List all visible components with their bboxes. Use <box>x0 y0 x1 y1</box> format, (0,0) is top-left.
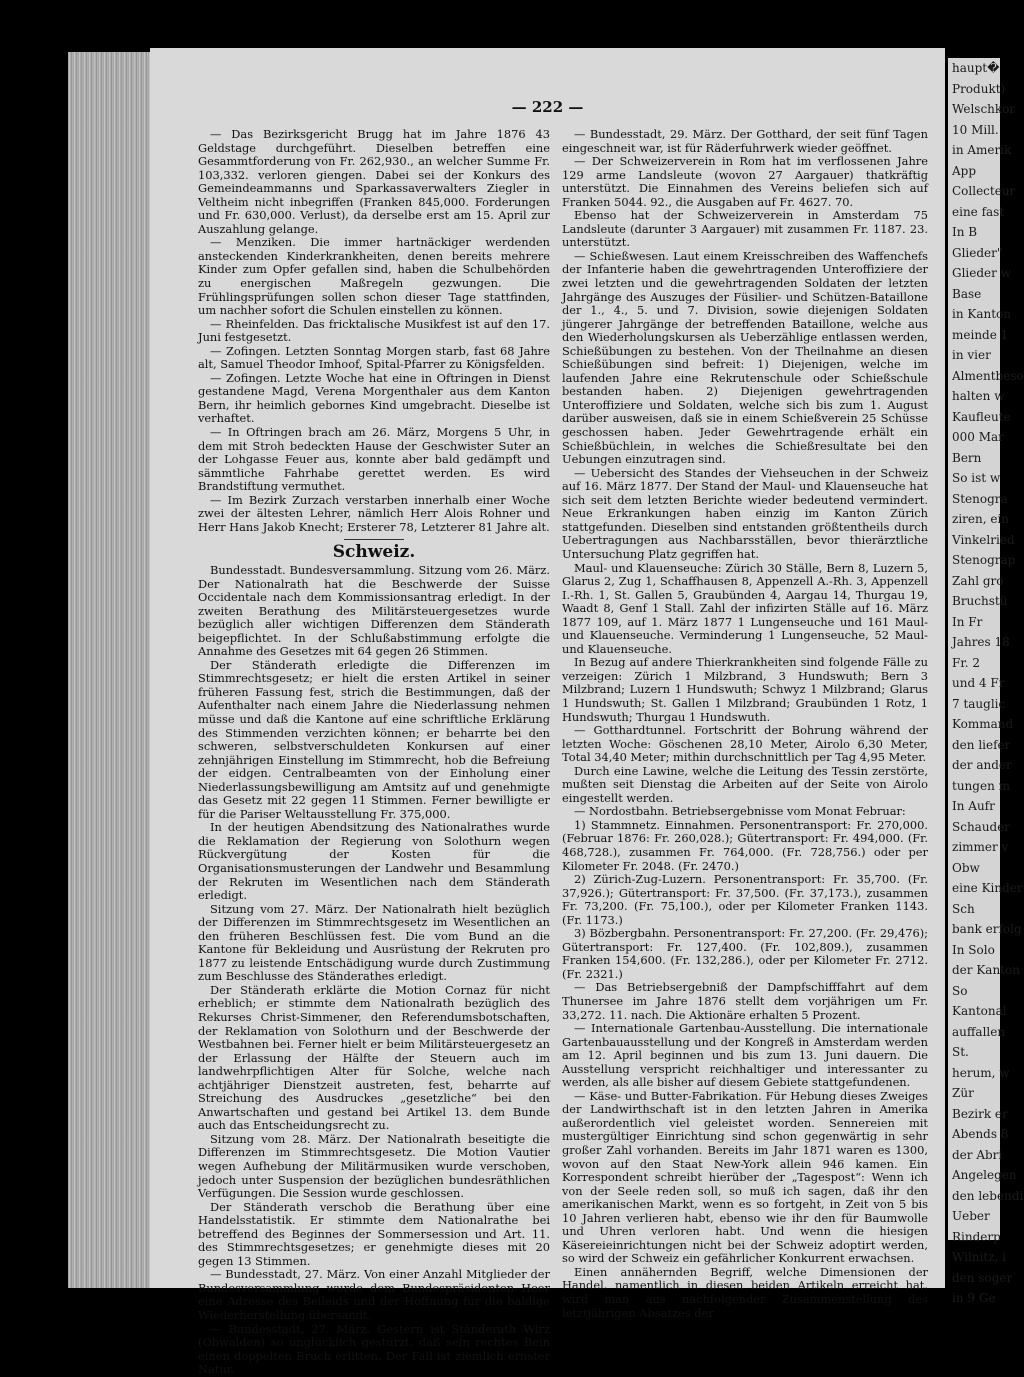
article-paragraph: — Im Bezirk Zurzach verstarben innerhalb einer Woche zwei der ältesten Lehrer, nämlich Herr Alois Rohner und Herr Hans Jakob Knecht; Ersterer 78, Letzterer 81 Jahre alt. <box>198 492 550 534</box>
neighbor-page-fragment: So ist w <box>952 471 1001 485</box>
neighbor-page-fragment: 10 Mill. <box>952 122 999 137</box>
article-paragraph: In der heutigen Abendsitzung des Nationalrathes wurde die Reklamation der Regierung von Solothurn wegen Rückvergütung der Kosten für die Organisationsmusterungen der Landwehr und Besammlung der Rekruten im Wesentlichen nach dem Ständerath erledigt. <box>198 820 550 903</box>
neighbor-page-fragment: in vier <box>952 348 991 362</box>
article-paragraph: — Gotthardtunnel. Fortschritt der Bohrung während der letzten Woche: Göschenen 28,10 Meter, Airolo 6,30 Meter, Total 34,40 Meter; mithin durchschnittlich per Tag 4,95 Meter. <box>562 723 928 765</box>
neighbor-page-fragment: Obw <box>952 860 980 875</box>
neighbor-page-fragment: Fr. 2 <box>952 655 981 670</box>
article-paragraph: — Der Schweizerverein in Rom hat im verflossenen Jahre 129 arme Landsleute (wovon 27 Aargauer) thatkräftig unterstützt. Die Einnahmen des Vereins beliefen sich auf Franken 5044. 92., die Ausgaben auf Fr. 4627. 70. <box>562 154 928 209</box>
neighbor-page-fragment: Vinkelried <box>952 532 1015 547</box>
neighbor-page-fragment: Bern <box>952 450 982 465</box>
neighbor-page-fragment: In Solo <box>952 942 995 957</box>
article-paragraph: — Menziken. Die immer hartnäckiger werdenden ansteckenden Kinderkrankheiten, denen bereits mehrere Kinder zum Opfer gefallen sind, haben die Schulbehörden zu energischen Maßregeln gezwungen. Die Frühlingsprüfungen sollen schon dieser Tage stattfinden, um nachher sofort die Schulen einstellen zu können. <box>198 235 550 318</box>
neighbor-page-fragment: Stenograp <box>952 553 1016 567</box>
article-paragraph: Durch eine Lawine, welche die Leitung des Tessin zerstörte, mußten seit Dienstag die Arbeiten auf der Seite von Airolo eingestellt werden. <box>562 763 928 805</box>
neighbor-page-fragment: 000 Mar <box>952 430 1004 444</box>
right-column <box>562 128 928 1320</box>
article-paragraph: — Uebersicht des Standes der Viehseuchen in der Schweiz auf 16. März 1877. Der Stand der Maul- und Klauenseuche hat sich seit dem letzten Berichte wieder bedeutend vermindert. Neue Erkrankungen haben einzig im Kanton Zürich stattgefunden. Dieselben sind entstanden größtentheils durch Uebertragungen aus Nachbarsställen, bevor thierärztliche Untersuchung Platz gegriffen hat. <box>562 465 928 561</box>
page-number: — 222 — <box>511 98 584 116</box>
neighbor-page-fragment: Kantonal <box>952 1004 1007 1018</box>
neighbor-page-fragment: Angelegen <box>952 1168 1017 1182</box>
neighbor-page-fragment: In Fr <box>952 614 983 629</box>
article-paragraph: Sitzung vom 28. März. Der Nationalrath beseitigte die Differenzen im Stimmrechtsgesetz. Die Motion Vautier wegen Aufhebung der Militärmusiken wurde verschoben, jedoch unter Suspension der bezüglichen bundesräthlichen Verfügungen. Die Session wurde geschlossen. <box>198 1131 550 1201</box>
left-column <box>198 128 550 1377</box>
neighbor-page-fragment: Bezirk er <box>952 1106 1008 1121</box>
neighbor-page-fragment: Bruchstü <box>952 594 1008 608</box>
neighbor-page-fragment: eine fast <box>952 204 1005 219</box>
article-paragraph: Sitzung vom 27. März. Der Nationalrath hielt bezüglich der Differenzen im Stimmrechtsgesetz im Wesentlichen an den früheren Beschlüssen fest. Die vom Bund an die Kantone für Bekleidung und Ausrüstung der Rekruten pro 1877 zu leistende Entschädigung wurde durch Zustimmung zum Beschlusse des Ständerathes erledigt. <box>198 901 550 984</box>
neighbor-page-fragment: Collecteur <box>952 184 1016 198</box>
neighbor-page-fragment: ziren, ein <box>952 512 1010 526</box>
article-paragraph: Ebenso hat der Schweizerverein in Amsterdam 75 Landsleute (darunter 3 Aargauer) mit zusammen Fr. 1187. 23. unterstützt. <box>562 208 928 250</box>
neighbor-page-fragment: Glieder" <box>952 245 1003 260</box>
neighbor-page-fragment: Wilnitz, i <box>952 1250 1006 1264</box>
newspaper-page <box>150 48 945 1377</box>
section-heading: Schweiz. <box>332 542 416 563</box>
article-paragraph: — Internationale Gartenbau-Ausstellung. Die internationale Gartenbauausstellung und der Kongreß in Amsterdam werden am 12. April beginnen und bis zum 13. Juni dauern. Die Ausstellung verspricht reichhaltiger und interessanter zu werden, als alle bisher auf diesem Gebiete stattgefundenen. <box>562 1021 928 1090</box>
neighbor-page-fragment: In Aufr <box>952 799 995 813</box>
article-paragraph: — Bundesstadt, 29. März. Der Gotthard, der seit fünf Tagen eingeschneit war, ist für Räderfuhrwerk wieder geöffnet. <box>562 127 928 155</box>
article-paragraph: Einen annähernden Begriff, welche Dimensionen der Handel, namentlich in diesen beiden Artikeln erreicht hat, wird man aus nachfolgender Zusammenstellung des letztjährigen Absatzes der <box>562 1264 928 1320</box>
neighbor-page-fragment: Kaufleute <box>952 409 1011 424</box>
neighbor-page-fragment: tungen m <box>952 778 1010 793</box>
article-paragraph: Bundesstadt. Bundesversammlung. Sitzung vom 26. März. Der Nationalrath hat die Beschwerde der Suisse Occidentale nach dem Kommissionsantrag erledigt. In der zweiten Berathung des Militärsteuergesetzes wurde bezüglich aller wichtigen Differenzen dem Ständerath beigepflichtet. In der Schlußabstimmung erfolgte die Annahme des Gesetzes mit 64 gegen 26 Stimmen. <box>198 562 550 659</box>
neighbor-page-fragment: auffallen <box>952 1024 1006 1039</box>
neighbor-page-fragment: in 9 Ge <box>952 1291 996 1305</box>
neighbor-page-fragment: der Abri <box>952 1147 1003 1162</box>
neighbor-page-fragment: Rinderp <box>952 1229 1001 1244</box>
article-paragraph: — In Oftringen brach am 26. März, Morgens 5 Uhr, in dem mit Stroh bedeckten Hause der Geschwister Suter an der Lohgasse Feuer aus, konnte aber bald gedämpft und sämmtliche Fahrhabe gerettet werden. Es wird Brandstiftung vermuthet. <box>198 425 550 494</box>
neighbor-page-fragment: Almentbeso <box>952 368 1024 383</box>
neighbor-page-fragment: zimmer v <box>952 840 1009 854</box>
article-paragraph: Maul- und Klauenseuche: Zürich 30 Ställe, Bern 8, Luzern 5, Glarus 2, Zug 1, Schaffhausen 8, Appenzell A.-Rh. 3, Appenzell I.-Rh. 1, St. Gallen 5, Graubünden 4, Aargau 14, Thurgau 19, Waadt 8, Genf 1 Stall. Zahl der infizirten Ställe auf 16. März 1877 109, auf 1. März 1877 1 Lungenseuche und 161 Maul- und Klauenseuche. Verminderung 1 Lungenseuche, 52 Maul- und Klauenseuche. <box>562 560 928 656</box>
neighbor-page-fragment: Stenogra <box>952 491 1008 506</box>
article-paragraph: — Rheinfelden. Das fricktalische Musikfest ist auf den 17. Juni festgesetzt. <box>198 316 550 345</box>
article-paragraph: — Nordostbahn. Betriebsergebnisse vom Monat Februar: <box>574 804 906 819</box>
article-paragraph: — Schießwesen. Laut einem Kreisschreiben des Waffenchefs der Infanterie haben die gewehrtragenden Unteroffiziere der zwei letzten und die gewehrtragenden Soldaten der letzten Jahrgänge des Auszuges der Füsilier- und Schützen-Bataillone der 1., 4., 5. und 7. Division, sowie diejenigen Soldaten jüngerer Jahrgänge der betreffenden Bataillone, welche aus den Wiederholungskursen als Ueberzählige entlassen werden, Schießübungen zu bestehen. Von der Theilnahme an diesen Schießübungen sind befreit: 1) Diejenigen, welche im laufenden Jahre eine Rekrutenschule oder Schießschule bestanden haben. 2) Diejenigen gewehrtragenden Unteroffiziere und Soldaten, welche sich bis zum 1. August darüber ausweisen, daß sie in einem Schießverein 25 Schüsse geschossen haben. Jeder Gewehrtragende erhält ein Schießbüchlein, in welches die Schießresultate bei den Uebungen einzutragen sind. <box>562 248 928 467</box>
section-rule <box>344 539 404 540</box>
neighbor-page-fragment: Zür <box>952 1086 974 1100</box>
neighbor-page-fragment: Kommand <box>952 717 1014 731</box>
article-paragraph: — Käse- und Butter-Fabrikation. Für Hebung dieses Zweiges der Landwirthschaft ist in den letzten Jahren in Amerika außerordentlich viel geleistet worden. Sennereien mit mustergültiger Einrichtung sind schon gegenwärtig in sehr großer Zahl vorhanden. Bereits im Jahr 1871 waren es 1300, wovon auf den Staat New-York allein 946 kamen. Ein Korrespondent schreibt hierüber der „Tagespost“: Wenn ich von der Seele reden soll, so muß ich sagen, daß ihr den amerikanischen Markt, wenn es so fortgeht, in Zeit von 5 bis 10 Jahren verlieren habt, ebenso wie ihr den für Baumwolle und Uhren verloren habt. Und wenn die hiesigen Käsereieinrichtungen nicht bei der Schweiz adoptirt werden, so wird der Schweiz ein gefährlicher Konkurrent erwachsen. <box>562 1088 928 1266</box>
neighbor-page-fragment: Glieder w <box>952 266 1011 280</box>
neighbor-page-fragment: So <box>952 983 968 998</box>
article-paragraph: Der Ständerath erklärte die Motion Cornaz für nicht erheblich; er stimmte dem Nationalrath bezüglich des Rekurses Christ-Simmener, den Referendumsbotschaften, der Reklamation von Solothurn und der Beschwerde der Westbahnen bei. Ferner hielt er beim Militärsteuergesetz an der Erlassung der Hälfte der Steuern auch im landwehrpflichtigen Alter für Solche, welche nach achtjähriger Dienstzeit austreten, fest, beharrte auf Streichung des Ausdruckes „gesetzliche“ bei den Anwartschaften und gestand bei Artikel 13. dem Bunde auch das Entscheidungsrecht zu. <box>198 982 550 1133</box>
article-paragraph: — Zofingen. Letzten Sonntag Morgen starb, fast 68 Jahre alt, Samuel Theodor Imhoof, Spital-Pfarrer zu Königsfelden. <box>198 343 550 372</box>
neighbor-page-fragment: den soger <box>952 1270 1013 1285</box>
neighbor-page-fragment: Welschkor <box>952 102 1016 116</box>
neighbor-page-fragment: meinde 1 <box>952 327 1009 342</box>
neighbor-page-strip <box>948 58 1024 1305</box>
article-paragraph: 3) Bözbergbahn. Personentransport: Fr. 27,200. (Fr. 29,476); Gütertransport: Fr. 127,400. (Fr. 102,809.), zusammen Franken 154,600. (Fr. 132,286.), oder per Kilometer Fr. 2712. (Fr. 2321.) <box>562 926 928 981</box>
article-paragraph: — Bundesstadt, 27. März. Von einer Anzahl Mitglieder der Bundesversammlung wurde dem Bundespräsidenten Heer eine Adresse des Beileids und der Hoffnung für die baldige Wiederherstellung übersandt. <box>198 1267 550 1323</box>
neighbor-page-fragment: den liefer <box>952 737 1011 752</box>
article-paragraph: 1) Stammnetz. Einnahmen. Personentransport: Fr. 270,000. (Februar 1876: Fr. 260,028.); Gütertransport: Fr. 494,000. (Fr. 468,728.), zusammen Fr. 764,000. (Fr. 728,756.) oder per Kilometer Fr. 2048. (Fr. 2470.) <box>562 817 928 873</box>
neighbor-page-fragment: Base <box>952 286 982 301</box>
neighbor-page-fragment: der ander <box>952 758 1012 772</box>
neighbor-page-fragment: St. <box>952 1045 969 1059</box>
neighbor-page-fragment: in Kanton <box>952 307 1012 321</box>
book-page-edges <box>68 52 158 1288</box>
neighbor-page-fragment: haupt� <box>952 61 1000 75</box>
article-paragraph: — Bundesstadt, 27. März. Gestern ist Ständerath Wirz (Obwalden) so unglücklich gestürzt, daß sein rechtes Bein einen doppelten Bruch erlitten. Der Fall ist ziemlich ernster Natur. <box>198 1321 550 1377</box>
neighbor-page-fragment: halten w <box>952 389 1005 403</box>
neighbor-page-fragment: Schauder <box>952 819 1011 834</box>
article-paragraph: Der Ständerath verschob die Berathung über eine Handelsstatistik. Er stimmte dem Nationalrathe bei betreffend des Beginnes der Sommersession und Art. 11. des Stimmrechtsgesetzes; er genehmigte dieses mit 20 gegen 13 Stimmen. <box>198 1199 550 1268</box>
neighbor-page-fragment: 7 tauglic <box>952 696 1006 711</box>
neighbor-page-fragment: Zahl gro <box>952 573 1004 588</box>
article-paragraph: Der Ständerath erledigte die Differenzen im Stimmrechtsgesetz; er hielt die ersten Artikel in seiner früheren Fassung fest, strich die Bestimmungen, daß der Aufenthalter nach einem Jahre die Niederlassung nehmen müsse und daß die Kantone auf eine schriftliche Erklärung des Stimmenden verzichten können; er beharrte bei den schweren, selbstverschuldeten Konkursen auf einer zehnjährigen Einstellung im Stimmrecht, hob die Befreiung der eidgen. Centralbeamten von der Einholung einer Niederlassungsbewilligung am Amtsitz auf und genehmigte das Gesetz mit 22 gegen 11 Stimmen. Ferner bewilligte er für die Pariser Weltausstellung Fr. 375,000. <box>198 657 550 821</box>
article-paragraph: In Bezug auf andere Thierkrankheiten sind folgende Fälle zu verzeigen: Zürich 1 Milzbrand, 3 Hundswuth; Bern 3 Milzbrand; Luzern 1 Hundswuth; Schwyz 1 Milzbrand; Glarus 1 Hundswuth; St. Gallen 1 Milzbrand; Graubünden 1 Rotz, 1 Hundswuth; Thurgau 1 Hundswuth. <box>562 655 928 724</box>
neighbor-page-fragment: herum, w <box>952 1065 1010 1080</box>
neighbor-page-fragment: App <box>952 163 977 178</box>
neighbor-page-fragment: Sch <box>952 901 975 916</box>
neighbor-page-fragment: den lebendi <box>952 1188 1024 1203</box>
neighbor-page-fragment: der Kanton <box>952 963 1020 977</box>
article-paragraph: — Das Betriebsergebniß der Dampfschifffahrt auf dem Thunersee im Jahre 1876 stellt dem vorjährigen um Fr. 33,272. 11. nach. Die Aktionäre erhalten 5 Prozent. <box>562 980 928 1022</box>
neighbor-page-fragment: In B <box>952 225 978 239</box>
article-paragraph: — Das Bezirksgericht Brugg hat im Jahre 1876 43 Geldstage durchgeführt. Dieselben betreffen eine Gesammtforderung von Fr. 262,930., an welcher Summe Fr. 103,332. verloren giengen. Dabei sei der Konkurs des Gemeindeammanns und Sparkassaverwalters Ziegler in Veltheim nicht inbegriffen (Franken 845,000. Forderungen und Fr. 630,000. Verlust), da derselbe erst am 15. April zur Auszahlung gelange. <box>198 127 550 236</box>
neighbor-page-fragment: eine Kinder <box>952 881 1023 895</box>
article-paragraph: 2) Zürich-Zug-Luzern. Personentransport: Fr. 35,700. (Fr. 37,926.); Gütertransport: Fr. 37,500. (Fr. 37,173.), zusammen Fr. 73,200. (Fr. 75,100.), oder per Kilometer Franken 1143. (Fr. 1173.) <box>562 872 928 927</box>
neighbor-page-fragment: Produkt) <box>952 81 1006 96</box>
neighbor-page-fragment: Ueber <box>952 1209 990 1223</box>
article-paragraph: — Zofingen. Letzte Woche hat eine in Oftringen in Dienst gestandene Magd, Verena Morgenthaler aus dem Kanton Bern, ihr heimlich gebornes Kind umgebracht. Dieselbe ist verhaftet. <box>198 370 550 426</box>
neighbor-page-fragment: in Amerik <box>952 143 1012 157</box>
neighbor-page-fragment: und 4 Fr <box>952 676 1005 690</box>
neighbor-page-fragment: bank erfolg <box>952 922 1022 936</box>
neighbor-page-fragment: Abends 8 <box>952 1127 1009 1141</box>
neighbor-page-fragment: Jahres 18 <box>952 635 1010 649</box>
